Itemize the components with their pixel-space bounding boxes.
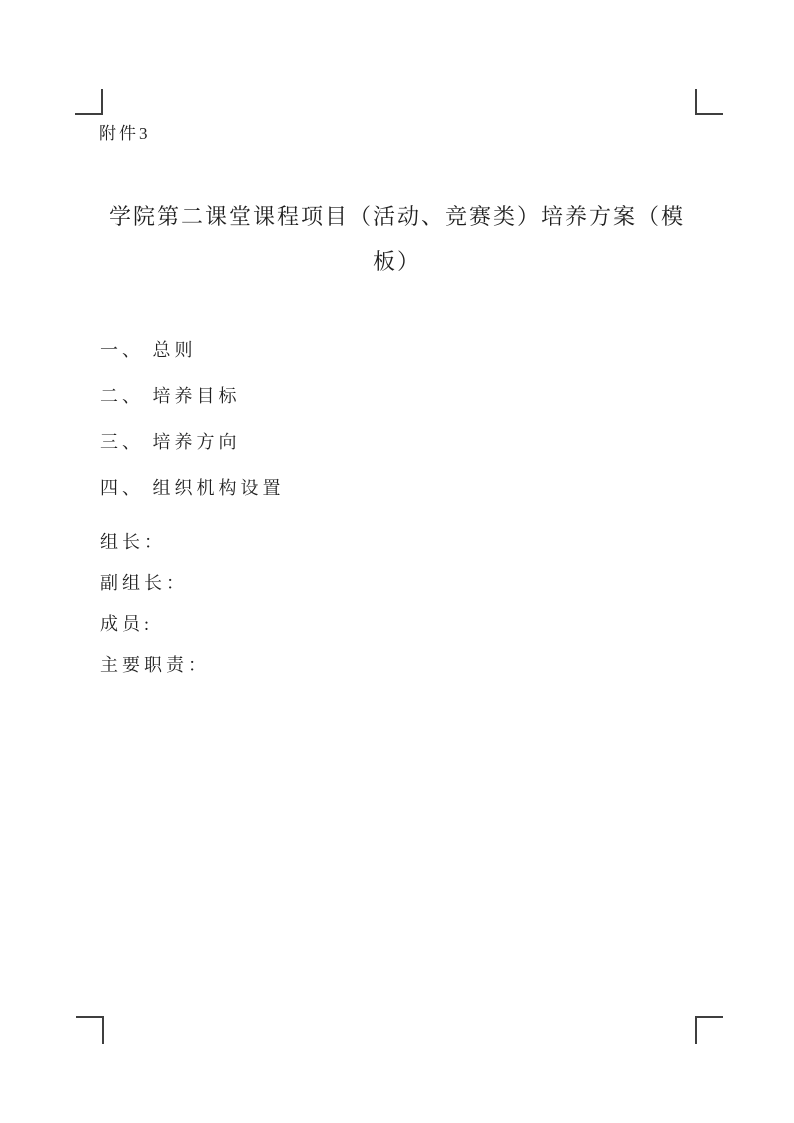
title-line-1: 学院第二课堂课程项目（活动、竞赛类）培养方案（模 (108, 204, 685, 229)
role-line-members: 成员: (100, 614, 154, 634)
outline-section (100, 341, 285, 525)
role-line-main-duties: 主要职责： (100, 655, 210, 675)
crop-mark-bottom-right (695, 1016, 723, 1044)
crop-mark-bottom-left (76, 1016, 104, 1044)
document-title (97, 194, 697, 284)
outline-item-training-direction: 三、 培养方向 (100, 432, 241, 452)
outline-item-training-goal: 二、 培养目标 (100, 386, 241, 406)
role-line-deputy-leader: 副组长： (100, 573, 188, 593)
outline-item-organization: 四、 组织机构设置 (100, 478, 285, 498)
crop-mark-top-left (75, 89, 103, 115)
title-line-2: 板） (372, 249, 421, 274)
role-line-leader: 组长： (100, 532, 166, 552)
attachment-label: 附件3 (99, 124, 151, 143)
crop-mark-top-right (695, 89, 723, 115)
roles-section (100, 533, 210, 697)
outline-item-general: 一、 总则 (100, 340, 197, 360)
